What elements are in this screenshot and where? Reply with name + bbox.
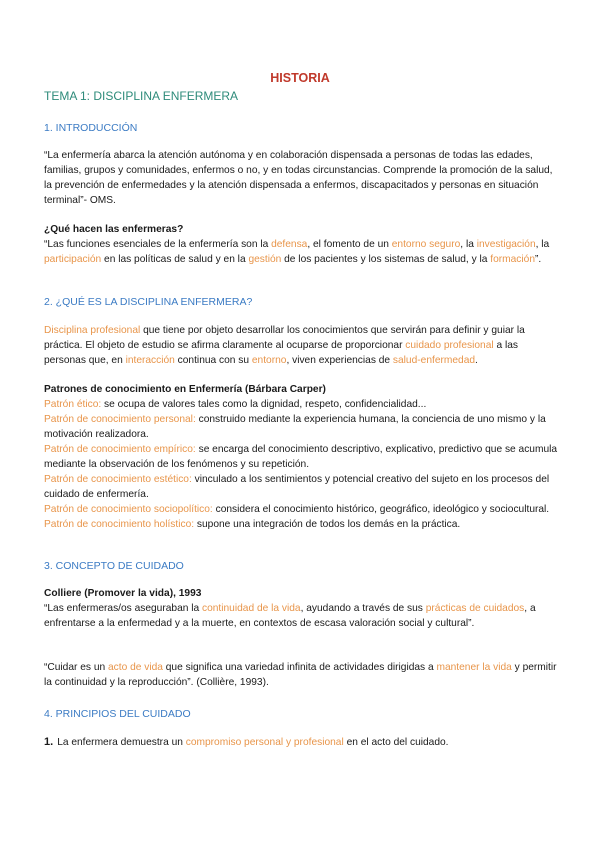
principles-list: [44, 735, 560, 750]
pattern-item: Patrón de conocimiento personal: construido mediante la experiencia humana, la conciencia de uno mismo y la motivación realizadora.: [44, 414, 546, 440]
colliere-quote-2: “Cuidar es un acto de vida que significa una variedad infinita de actividades dirigidas a mantener la vida y permitir la continuidad y la reproducción”. (Collière, 1993).: [44, 662, 557, 688]
oms-quote: “La enfermería abarca la atención autónoma y en colaboración dispensada a personas de todas las edades, familias, grupos y comunidades, enfermos o no, y en todas circunstancias. Comprende la promoción de la salud, la prevención de enfermedades y la atención dispensada a enfermos, discapacitados y personas en situación terminal”- OMS.: [44, 150, 553, 206]
patterns-block: [44, 382, 560, 532]
funciones-block: [44, 222, 560, 267]
section-3-heading: 3. CONCEPTO DE CUIDADO: [44, 560, 184, 572]
pattern-item: Patrón de conocimiento holístico: supone una integración de todos los demás en la práctica.: [44, 519, 461, 530]
patterns-title: Patrones de conocimiento en Enfermería (Bárbara Carper): [44, 384, 326, 395]
section-1-heading: 1. INTRODUCCIÓN: [44, 122, 138, 134]
funciones-text: “Las funciones esenciales de la enfermería son la defensa, el fomento de un entorno seguro, la investigación, la participación en las políticas de salud y en la gestión de los pacientes y los sistemas de salud, y la formación”.: [44, 239, 550, 265]
colliere-title: Colliere (Promover la vida), 1993: [44, 588, 202, 599]
pattern-item: Patrón de conocimiento estético: vinculado a los sentimientos y potencial creativo del sujeto en los procesos del cuidado de enfermería.: [44, 474, 550, 500]
doc-title: HISTORIA: [270, 71, 330, 85]
disciplina-text: Disciplina profesional que tiene por objeto desarrollar los conocimientos que servirán para definir y guiar la práctica. El objeto de estudio se afirma claramente al ocuparse de proporcionar cuidado profesional a las personas que, en interacción continua con su entorno, viven experiencias de salud-enfermedad.: [44, 325, 525, 366]
tema-heading: TEMA 1: DISCIPLINA ENFERMERA: [44, 89, 239, 103]
colliere-block: [44, 586, 560, 631]
intro-quote: [44, 148, 560, 208]
colliere-quote-1: “Las enfermeras/os aseguraban la continuidad de la vida, ayudando a través de sus prácticas de cuidados, a enfrentarse a la enfermedad y a la muerte, en contextos de escasa valoración social y cultural”.: [44, 603, 536, 629]
cuidar-block: [44, 660, 560, 690]
disciplina-block: [44, 323, 560, 368]
pattern-item: Patrón de conocimiento empírico: se encarga del conocimiento descriptivo, explicativo, predictivo que se acumula mediante la observación de los fenómenos y su repetición.: [44, 444, 558, 470]
section-4-heading: 4. PRINCIPIOS DEL CUIDADO: [44, 708, 191, 720]
pattern-item: Patrón de conocimiento sociopolítico: considera el conocimiento histórico, geográfico, ideológico y sociocultural.: [44, 504, 550, 515]
principle-item: 1. La enfermera demuestra un compromiso personal y profesional en el acto del cuidado.: [44, 736, 449, 748]
section-2-heading: 2. ¿QUÉ ES LA DISCIPLINA ENFERMERA?: [44, 296, 253, 308]
pattern-item: Patrón ético: se ocupa de valores tales como la dignidad, respeto, confidencialidad...: [44, 399, 427, 410]
question-heading: ¿Qué hacen las enfermeras?: [44, 224, 184, 235]
